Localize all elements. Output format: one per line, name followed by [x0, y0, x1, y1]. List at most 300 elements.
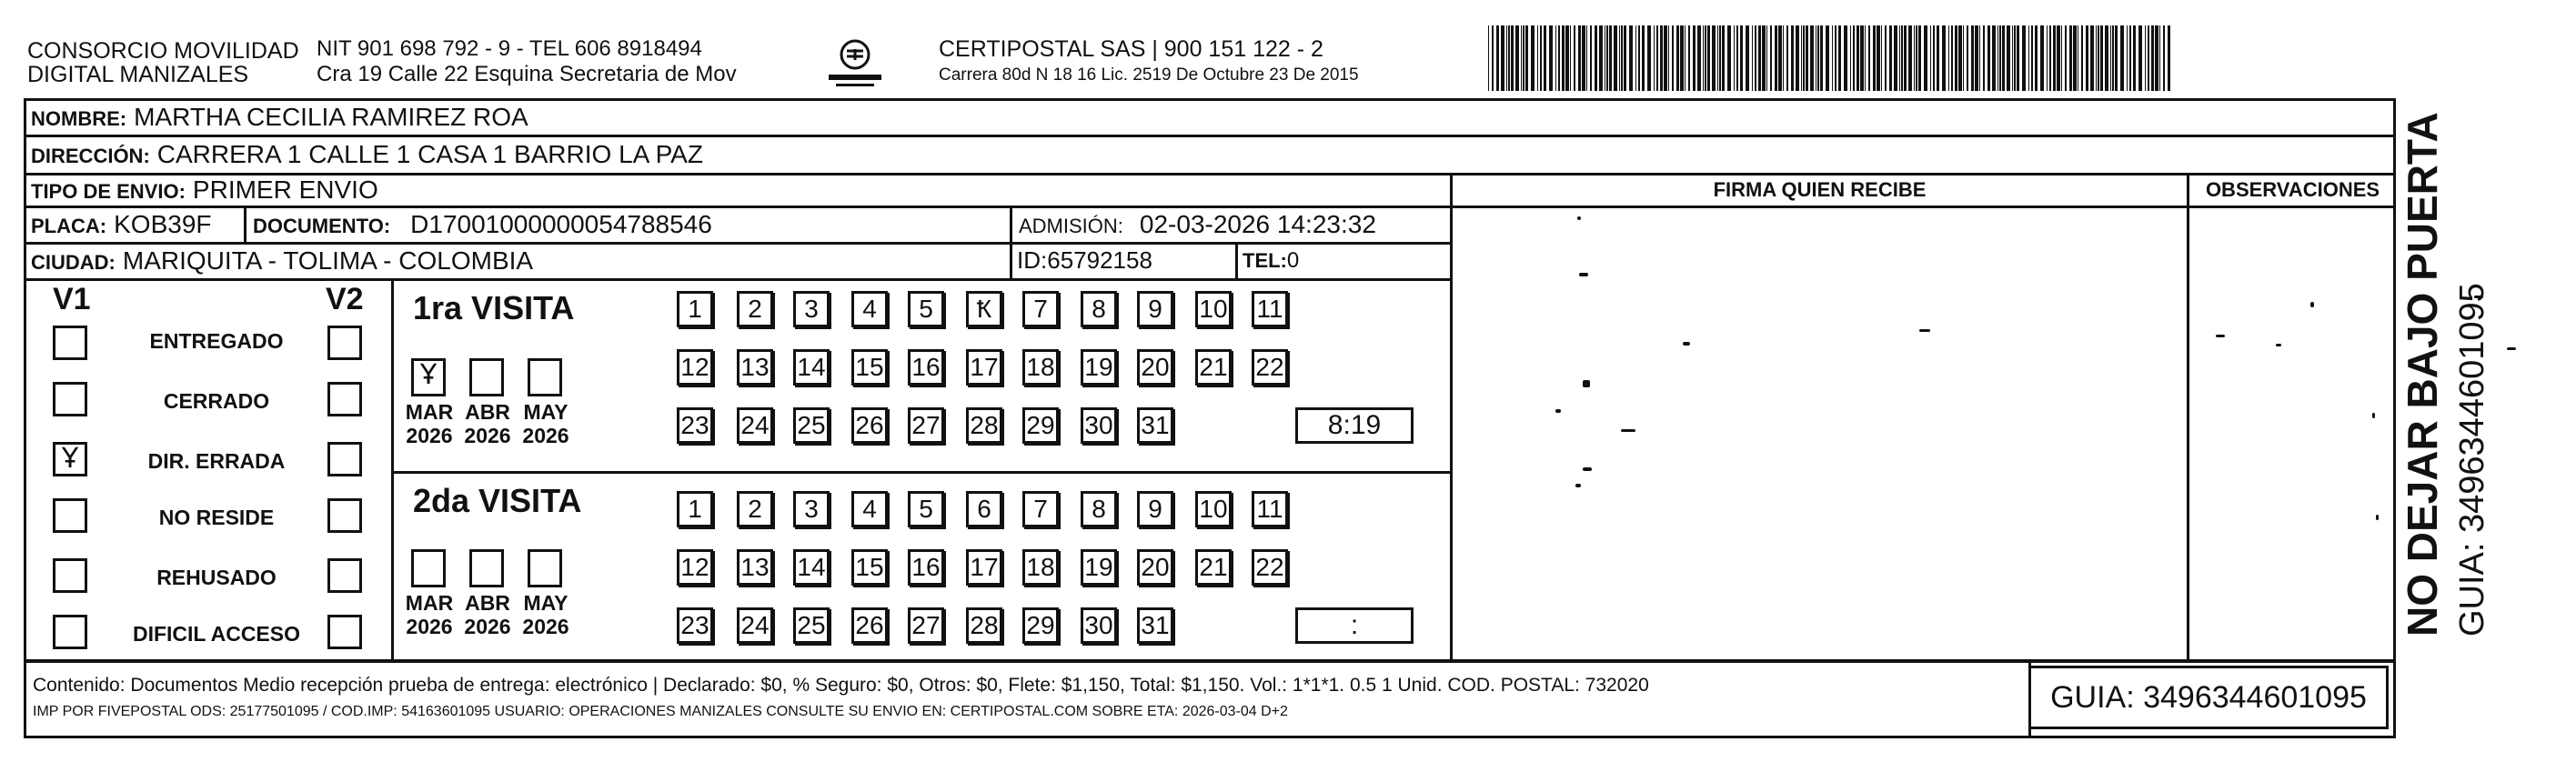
visit1-month-label	[400, 400, 458, 447]
visit2-day-box[interactable]: 29	[1022, 607, 1059, 644]
barcode-bar	[1660, 25, 1663, 91]
barcode-bar	[1983, 25, 1985, 91]
barcode-bar	[2017, 25, 2019, 91]
visit1-month-label	[458, 400, 517, 447]
barcode-bar	[1488, 25, 1489, 91]
barcode-bar	[1555, 25, 1556, 91]
barcode-bar	[2148, 25, 2149, 91]
barcode-bar	[1979, 25, 1980, 91]
visit1-day-box[interactable]: 8	[1081, 291, 1117, 327]
barcode-bar	[2040, 25, 2044, 91]
month-year: 2026	[464, 615, 511, 638]
barcode-bar	[2053, 25, 2056, 91]
month-name: ABR	[465, 591, 510, 615]
barcode-bar	[1832, 25, 1833, 91]
visit1-day-box[interactable]: Ҟ	[966, 291, 1002, 327]
v1-checkbox[interactable]	[53, 558, 87, 593]
barcode-bar	[1844, 25, 1847, 91]
barcode-bar	[1565, 25, 1569, 91]
barcode-bar	[1758, 25, 1761, 91]
barcode-bar	[1778, 25, 1782, 91]
visit2-month-checkbox[interactable]	[528, 549, 562, 587]
month-name: MAR	[405, 591, 454, 615]
visit1-month-checkbox[interactable]	[528, 358, 562, 396]
barcode-bar	[2120, 25, 2124, 91]
direccion-value: CARRERA 1 CALLE 1 CASA 1 BARRIO LA PAZ	[156, 140, 703, 168]
visit2-day-box[interactable]: 6	[966, 491, 1002, 527]
barcode-bar	[1916, 25, 1917, 91]
barcode-bar	[1619, 25, 1620, 91]
visit1-month-label	[517, 400, 575, 447]
barcode-bar	[1937, 25, 1939, 91]
visit2-day-box[interactable]: 1	[677, 491, 713, 527]
barcode-bar	[1624, 25, 1626, 91]
visit2-day-box[interactable]: 15	[851, 549, 888, 586]
visit2-day-box[interactable]: 26	[851, 607, 888, 644]
barcode-bar	[1703, 25, 1704, 91]
barcode-bar	[1786, 25, 1788, 91]
barcode-bar	[1549, 25, 1553, 91]
barcode-bar	[1857, 25, 1859, 91]
barcode-bar	[1997, 25, 1998, 91]
visit2-month-label	[458, 591, 517, 638]
visit1-day-box[interactable]: 25	[793, 407, 830, 444]
barcode-bar	[1642, 25, 1645, 91]
barcode-icon	[1488, 25, 2170, 91]
tipo-envio-value: PRIMER ENVIO	[192, 175, 378, 204]
barcode-bar	[1881, 25, 1882, 91]
barcode-bar	[1740, 25, 1743, 91]
visit1-day-box[interactable]: 24	[737, 407, 773, 444]
barcode-bar	[1606, 25, 1608, 91]
status-label: REHUSADO	[156, 566, 277, 589]
visit1-day-box[interactable]: 4	[851, 291, 888, 327]
barcode-bar	[1885, 25, 1887, 91]
visit2-day-box[interactable]: 7	[1022, 491, 1059, 527]
barcode-bar	[1544, 25, 1546, 91]
status-label: ENTREGADO	[149, 329, 284, 353]
visit1-day-box[interactable]: 3	[793, 291, 830, 327]
tipo-envio-label: TIPO DE ENVIO:	[31, 180, 186, 203]
barcode-bar	[2049, 25, 2051, 91]
barcode-bar	[1647, 25, 1651, 91]
barcode-bar	[1850, 25, 1851, 91]
visit1-day-box[interactable]: 2	[737, 291, 773, 327]
barcode-bar	[1775, 25, 1777, 91]
month-year: 2026	[522, 615, 569, 638]
barcode-bar	[1672, 25, 1674, 91]
barcode-bar	[1511, 25, 1514, 91]
visit2-day-box[interactable]: 5	[908, 491, 944, 527]
barcode-bar	[1680, 25, 1684, 91]
barcode-bar	[2115, 25, 2118, 91]
visit1-day-box[interactable]: 12	[677, 349, 713, 386]
barcode-bar	[2014, 25, 2016, 91]
barcode-bar	[1734, 25, 1735, 91]
barcode-bar	[1506, 25, 1507, 91]
visit1-day-box[interactable]: 20	[1137, 349, 1173, 386]
visit2-day-box[interactable]: 21	[1195, 549, 1232, 586]
barcode-bar	[1901, 25, 1903, 91]
barcode-bar	[2100, 25, 2103, 91]
visit2-day-box[interactable]: 14	[793, 549, 830, 586]
barcode-bar	[1515, 25, 1519, 91]
barcode-bar	[2112, 25, 2114, 91]
status-label: NO RESIDE	[158, 506, 275, 529]
v2-checkbox[interactable]	[327, 382, 362, 416]
barcode-bar	[2138, 25, 2142, 91]
v2-checkbox[interactable]	[327, 442, 362, 476]
barcode-bar	[1955, 25, 1957, 91]
visit2-day-box[interactable]: 25	[793, 607, 830, 644]
month-year: 2026	[406, 424, 453, 447]
no-dejar-bajo-puerta: NO DEJAR BAJO PUERTA	[2399, 112, 2446, 637]
v2-header: V2	[326, 282, 364, 316]
visit2-time-box[interactable]: :	[1295, 607, 1414, 644]
v1-checkbox[interactable]: Ұ	[53, 442, 87, 476]
barcode-bar	[2090, 25, 2094, 91]
footer-guia: GUIA: 3496344601095	[2028, 666, 2389, 729]
month-year: 2026	[406, 615, 453, 638]
barcode-bar	[1719, 25, 1721, 91]
id-value: 65792158	[1047, 246, 1152, 274]
month-name: MAR	[405, 400, 454, 424]
barcode-bar	[2028, 25, 2029, 91]
barcode-bar	[1664, 25, 1667, 91]
v2-checkbox[interactable]	[327, 326, 362, 360]
visit2-month-label	[400, 591, 458, 638]
barcode-bar	[1656, 25, 1658, 91]
visit1-day-box[interactable]: 13	[737, 349, 773, 386]
v2-checkbox[interactable]	[327, 558, 362, 593]
visit1-day-box[interactable]: 15	[851, 349, 888, 386]
visit1-day-box[interactable]: 9	[1137, 291, 1173, 327]
barcode-bar	[2155, 25, 2158, 91]
barcode-bar	[1635, 25, 1636, 91]
barcode-bar	[1707, 25, 1710, 91]
visit1-day-box[interactable]: 17	[966, 349, 1002, 386]
visit1-month-checkbox[interactable]	[469, 358, 504, 396]
tel-cell	[1243, 248, 1299, 274]
documento-cell	[253, 210, 712, 239]
barcode-bar	[1810, 25, 1814, 91]
barcode-bar	[1933, 25, 1935, 91]
nit-line: NIT 901 698 792 - 9 - TEL 606 8918494	[317, 36, 702, 61]
barcode-bar	[1826, 25, 1829, 91]
barcode-bar	[1853, 25, 1855, 91]
barcode-bar	[1766, 25, 1767, 91]
visit2-day-box[interactable]: 2	[737, 491, 773, 527]
visit2-day-box[interactable]: 12	[677, 549, 713, 586]
barcode-bar	[1755, 25, 1756, 91]
barcode-bar	[1525, 25, 1528, 91]
id-cell	[1017, 246, 1152, 275]
barcode-bar	[1899, 25, 1900, 91]
barcode-bar	[1570, 25, 1571, 91]
footer-contenido: Contenido: Documentos Medio recepción prueba de entrega: electrónico | Declarado: $0, % Seguro: $0, Otros: $0, Flete: $1,150, Total: $1,150. Vol.: 1*1*1. 0.5 1 Unid. COD. POSTAL: 732020	[33, 675, 1649, 696]
barcode-bar	[1722, 25, 1725, 91]
barcode-bar	[2151, 25, 2154, 91]
visit2-month-checkbox[interactable]	[411, 549, 446, 587]
visit1-day-box[interactable]: 1	[677, 291, 713, 327]
barcode-bar	[1783, 25, 1784, 91]
barcode-bar	[1868, 25, 1870, 91]
visit2-day-box[interactable]: 31	[1137, 607, 1173, 644]
barcode-bar	[1621, 25, 1623, 91]
barcode-bar	[1668, 25, 1669, 91]
visit1-day-box[interactable]: 30	[1081, 407, 1117, 444]
barcode-bar	[1967, 25, 1968, 91]
visit2-day-box[interactable]: 27	[908, 607, 944, 644]
placa-cell	[31, 210, 212, 239]
barcode-bar	[1531, 25, 1535, 91]
barcode-bar	[1752, 25, 1753, 91]
v1-checkbox[interactable]	[53, 615, 87, 649]
visit2-day-box[interactable]: 30	[1081, 607, 1117, 644]
visit2-day-box[interactable]: 8	[1081, 491, 1117, 527]
visit2-day-box[interactable]: 10	[1195, 491, 1232, 527]
barcode-bar	[1860, 25, 1864, 91]
barcode-bar	[1958, 25, 1962, 91]
barcode-bar	[1523, 25, 1524, 91]
visit2-day-box[interactable]: 13	[737, 549, 773, 586]
visit1-day-box[interactable]: 26	[851, 407, 888, 444]
barcode-bar	[2073, 25, 2077, 91]
company-address: Cra 19 Calle 22 Esquina Secretaria de Mov	[317, 62, 737, 86]
barcode-bar	[2098, 25, 2099, 91]
tipo-envio-row	[31, 175, 378, 205]
barcode-bar	[2012, 25, 2013, 91]
barcode-bar	[1676, 25, 1679, 91]
carrier-line: CERTIPOSTAL SAS | 900 151 122 - 2	[939, 36, 1323, 62]
documento-label: DOCUMENTO:	[253, 215, 391, 237]
barcode-bar	[1540, 25, 1542, 91]
barcode-bar	[1614, 25, 1617, 91]
visit2-day-box[interactable]: 4	[851, 491, 888, 527]
barcode-bar	[2105, 25, 2108, 91]
barcode-bar	[1942, 25, 1946, 91]
barcode-bar	[1508, 25, 1510, 91]
footer-impresion: IMP POR FIVEPOSTAL ODS: 25177501095 / COD.IMP: 54163601095 USUARIO: OPERACIONES MANIZALES CONSULTE SU ENVIO EN: CERTIPOSTAL.COM SOBRE ETA: 2026-03-04 D+2	[33, 704, 1288, 719]
admision-value: 02-03-2026 14:23:32	[1139, 210, 1376, 238]
nombre-label: NOMBRE:	[31, 107, 127, 130]
visit1-day-box[interactable]: 28	[966, 407, 1002, 444]
barcode-bar	[1599, 25, 1603, 91]
barcode-bar	[2110, 25, 2111, 91]
admision-label: ADMISIÓN:	[1019, 215, 1123, 237]
barcode-bar	[1638, 25, 1640, 91]
v1-checkbox[interactable]	[53, 382, 87, 416]
direccion-label: DIRECCIÓN:	[31, 145, 150, 167]
v1-header: V1	[53, 282, 91, 316]
visit1-day-box[interactable]: 18	[1022, 349, 1059, 386]
certipostal-logo-icon	[823, 36, 887, 89]
side-vertical-text	[2399, 112, 2511, 637]
visit1-day-box[interactable]: 10	[1195, 291, 1232, 327]
barcode-bar	[1654, 25, 1655, 91]
visit1-day-box[interactable]: 29	[1022, 407, 1059, 444]
visit2-day-box[interactable]: 20	[1137, 549, 1173, 586]
visit1-month-checkbox[interactable]: Ұ	[411, 358, 446, 396]
visit1-day-box[interactable]: 22	[1252, 349, 1288, 386]
barcode-bar	[1595, 25, 1597, 91]
month-year: 2026	[464, 424, 511, 447]
barcode-bar	[1904, 25, 1907, 91]
visit1-time-box[interactable]: 8:19	[1295, 407, 1414, 444]
barcode-bar	[2163, 25, 2165, 91]
visit2-day-box[interactable]: 18	[1022, 549, 1059, 586]
month-name: MAY	[523, 400, 569, 424]
barcode-bar	[1817, 25, 1819, 91]
visit2-title: 2da VISITA	[413, 482, 582, 519]
barcode-bar	[2081, 25, 2083, 91]
status-label: DIR. ERRADA	[147, 449, 286, 473]
tel-value: 0	[1286, 248, 1300, 273]
barcode-bar	[1930, 25, 1931, 91]
barcode-bar	[1590, 25, 1592, 91]
barcode-bar	[1736, 25, 1738, 91]
barcode-bar	[1609, 25, 1612, 91]
admision-cell	[1019, 210, 1376, 239]
barcode-bar	[1688, 25, 1690, 91]
visit2-month-label	[517, 591, 575, 638]
barcode-bar	[2086, 25, 2088, 91]
barcode-bar	[2145, 25, 2146, 91]
barcode-bar	[1835, 25, 1836, 91]
barcode-bar	[2069, 25, 2072, 91]
barcode-bar	[1889, 25, 1892, 91]
barcode-bar	[1574, 25, 1575, 91]
barcode-bar	[2127, 25, 2128, 91]
visit2-day-box[interactable]: 3	[793, 491, 830, 527]
company-name-line2: DIGITAL MANIZALES	[27, 62, 249, 87]
ciudad-value: MARIQUITA - TOLIMA - COLOMBIA	[122, 246, 534, 275]
barcode-bar	[1948, 25, 1949, 91]
barcode-bar	[1924, 25, 1927, 91]
barcode-bar	[1537, 25, 1538, 91]
month-name: MAY	[523, 591, 569, 615]
placa-label: PLACA:	[31, 215, 107, 237]
barcode-bar	[2035, 25, 2038, 91]
status-label: DIFICIL ACCESO	[132, 622, 300, 646]
barcode-bar	[1492, 25, 1494, 91]
carrier-address: Carrera 80d N 18 16 Lic. 2519 De Octubre 23 De 2015	[939, 65, 1359, 85]
barcode-bar	[1914, 25, 1915, 91]
visit2-day-box[interactable]: 11	[1252, 491, 1288, 527]
barcode-bar	[2159, 25, 2160, 91]
firma-header: FIRMA QUIEN RECIBE	[1713, 178, 1927, 201]
barcode-bar	[1894, 25, 1897, 91]
visit2-day-box[interactable]: 24	[737, 607, 773, 644]
visit2-day-box[interactable]: 19	[1081, 549, 1117, 586]
barcode-bar	[1820, 25, 1823, 91]
visit1-day-box[interactable]: 21	[1195, 349, 1232, 386]
barcode-bar	[1727, 25, 1731, 91]
barcode-bar	[2133, 25, 2136, 91]
observaciones-header: OBSERVACIONES	[2205, 178, 2380, 201]
nombre-value: MARTHA CECILIA RAMIREZ ROA	[134, 103, 528, 131]
visit1-title: 1ra VISITA	[413, 289, 575, 326]
v2-checkbox[interactable]	[327, 615, 362, 649]
visit1-day-box[interactable]: 5	[908, 291, 944, 327]
barcode-bar	[1806, 25, 1808, 91]
barcode-bar	[1801, 25, 1802, 91]
visit1-day-box[interactable]: 27	[908, 407, 944, 444]
company-name-line1: CONSORCIO MOVILIDAD	[27, 38, 299, 64]
nombre-row	[31, 103, 528, 132]
barcode-bar	[2129, 25, 2131, 91]
barcode-bar	[1865, 25, 1866, 91]
barcode-bar	[2031, 25, 2033, 91]
v1-checkbox[interactable]	[53, 498, 87, 533]
barcode-bar	[2007, 25, 2010, 91]
visit1-day-box[interactable]: 31	[1137, 407, 1173, 444]
barcode-bar	[1803, 25, 1805, 91]
barcode-bar	[1971, 25, 1974, 91]
visit1-day-box[interactable]: 16	[908, 349, 944, 386]
placa-value: KOB39F	[114, 210, 212, 238]
side-guia: GUIA: 3496344601095	[2453, 283, 2491, 637]
month-name: ABR	[465, 400, 510, 424]
visit2-day-box[interactable]: 17	[966, 549, 1002, 586]
status-label: CERRADO	[163, 389, 270, 413]
visit1-day-box[interactable]: 11	[1252, 291, 1288, 327]
barcode-bar	[1712, 25, 1716, 91]
barcode-bar	[1496, 25, 1499, 91]
visit2-day-box[interactable]: 9	[1137, 491, 1173, 527]
barcode-bar	[2096, 25, 2097, 91]
visit1-day-box[interactable]: 19	[1081, 349, 1117, 386]
barcode-bar	[1562, 25, 1565, 91]
month-year: 2026	[522, 424, 569, 447]
barcode-bar	[1796, 25, 1799, 91]
barcode-bar	[1705, 25, 1706, 91]
visit2-day-box[interactable]: 16	[908, 549, 944, 586]
barcode-bar	[1501, 25, 1504, 91]
barcode-bar	[1558, 25, 1560, 91]
barcode-bar	[2057, 25, 2060, 91]
v1-checkbox[interactable]	[53, 326, 87, 360]
barcode-bar	[2061, 25, 2062, 91]
barcode-bar	[1582, 25, 1585, 91]
visit2-month-checkbox[interactable]	[469, 549, 504, 587]
tel-label: TEL:	[1243, 249, 1287, 272]
visit2-day-box[interactable]: 22	[1252, 549, 1288, 586]
visit2-day-box[interactable]: 28	[966, 607, 1002, 644]
id-label: ID:	[1017, 246, 1048, 274]
barcode-bar	[1877, 25, 1880, 91]
barcode-bar	[2022, 25, 2026, 91]
direccion-row	[31, 140, 703, 169]
visit1-day-box[interactable]: 14	[793, 349, 830, 386]
barcode-bar	[1578, 25, 1581, 91]
barcode-bar	[2002, 25, 2005, 91]
barcode-bar	[1918, 25, 1921, 91]
barcode-bar	[1697, 25, 1701, 91]
barcode-bar	[1586, 25, 1587, 91]
documento-value: D17001000000054788546	[410, 210, 712, 238]
barcode-bar	[1992, 25, 1996, 91]
barcode-bar	[1838, 25, 1841, 91]
v2-checkbox[interactable]	[327, 498, 362, 533]
barcode-bar	[1746, 25, 1749, 91]
visit1-day-box[interactable]: 23	[677, 407, 713, 444]
barcode-bar	[1629, 25, 1633, 91]
barcode-bar	[1693, 25, 1696, 91]
visit1-day-box[interactable]: 7	[1022, 291, 1059, 327]
barcode-bar	[1717, 25, 1718, 91]
visit2-day-box[interactable]: 23	[677, 607, 713, 644]
